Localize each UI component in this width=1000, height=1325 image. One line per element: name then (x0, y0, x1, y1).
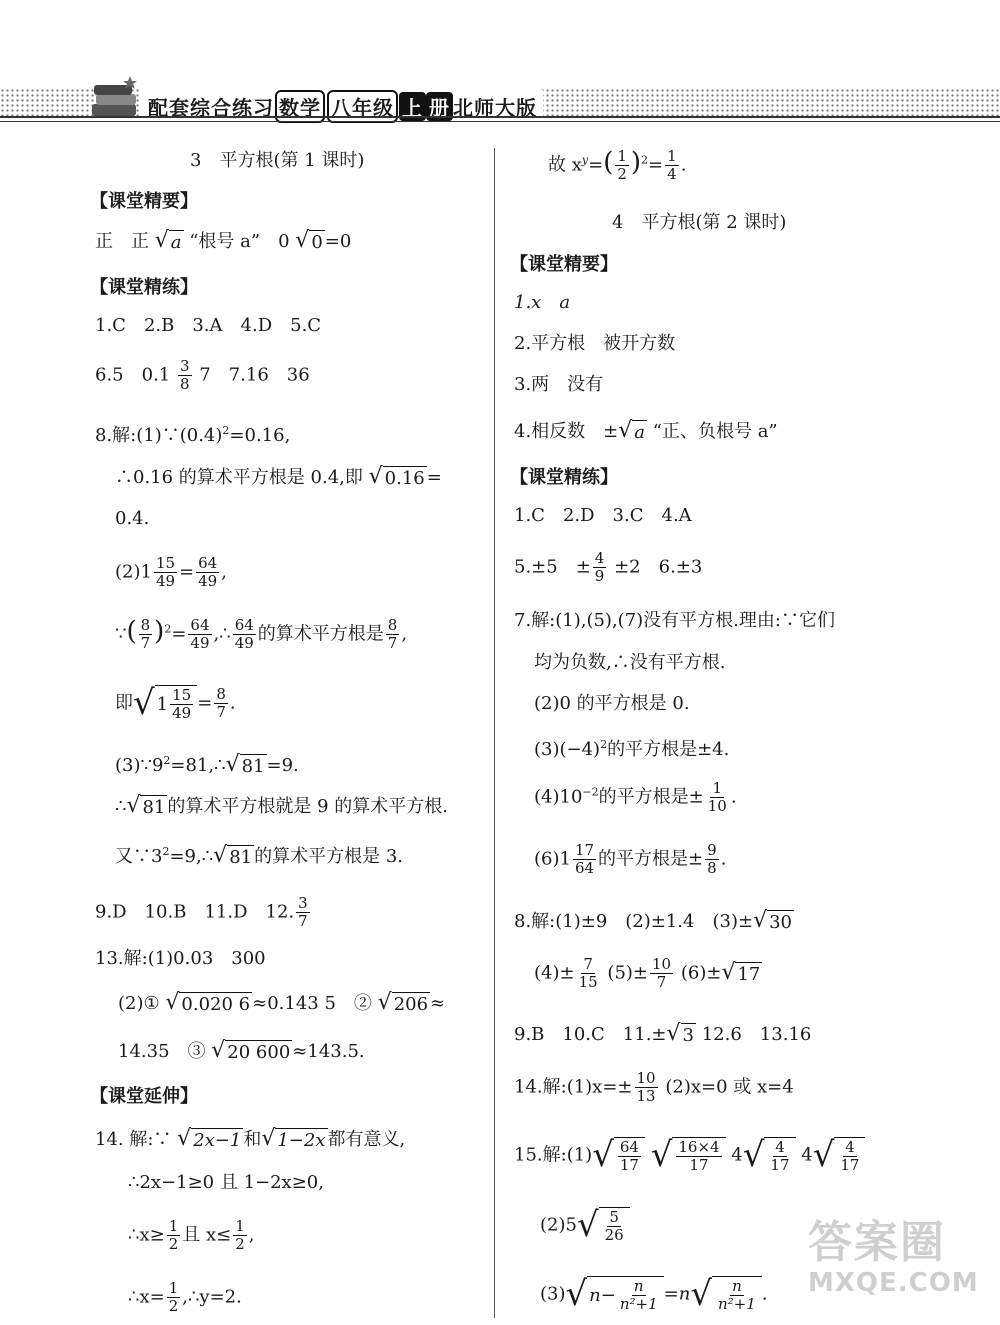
text: 14. 解:∵ (95, 1129, 172, 1150)
radicand: 0 (311, 232, 323, 253)
right-section-jinglian: 【课堂精练】 (510, 467, 618, 488)
fraction (705, 842, 719, 877)
text: 9.D 10.B 11.D 12. (95, 901, 295, 923)
text: ∴ (115, 796, 127, 817)
fraction (167, 1218, 181, 1253)
numerator: 4 (594, 549, 605, 567)
numerator: 1 (168, 1217, 179, 1235)
right-lesson-title: 4 平方根(第 2 课时) (612, 212, 787, 233)
text: 15.解:(1) (514, 1144, 593, 1166)
fraction (618, 1278, 660, 1313)
radicand: 81 (142, 797, 166, 818)
fraction (676, 1139, 721, 1174)
numerator: 1 (667, 147, 677, 165)
numerator: n (633, 1277, 644, 1295)
text: = (426, 467, 442, 488)
left-q14-line3: ∴x≥ $\frac{1}{2}$ 且 x≤ $\frac{1}{2}$ , (128, 1217, 255, 1253)
header-rule (0, 116, 1000, 118)
text: =81,∴ (170, 755, 226, 776)
text: (6)1 (534, 848, 571, 870)
text: (4)± (534, 962, 575, 984)
numerator: 9 (707, 841, 717, 859)
radicand: a (634, 422, 646, 443)
numerator: 1 (712, 779, 723, 797)
header-book: 册 (426, 92, 453, 121)
text: 8.解:(1)±9 (2)±1.4 (3)± (514, 911, 754, 932)
right-q8-line2 (534, 956, 762, 991)
watermark-logo-text: 答案圈 (808, 1217, 946, 1268)
fraction (233, 1218, 247, 1253)
numerator: 4 (845, 1138, 855, 1156)
left-answer-line-a (95, 230, 351, 254)
sqrt: √ 2x−1 (177, 1126, 242, 1151)
sqrt: √ n− $\frac{n}{\text{n²+1}}$ (566, 1276, 664, 1313)
fraction (167, 1280, 181, 1315)
sqrt: √ 17 (721, 959, 761, 985)
text: 12.6 13.16 (701, 1024, 812, 1045)
fraction (768, 1139, 791, 1174)
text: 的平方根是± (598, 848, 704, 870)
numerator: 1 (235, 1217, 245, 1235)
text: 的算术平方根是 (257, 623, 384, 645)
denominator: 2 (168, 1297, 179, 1315)
radicand: 17 (737, 963, 761, 985)
numerator: 3 (298, 894, 308, 912)
fraction (618, 1139, 641, 1174)
right-q7-line2: 均为负数,∴没有平方根. (534, 652, 726, 673)
denominator: 49 (190, 634, 210, 652)
radicand: 30 (769, 912, 792, 933)
sqrt: √ 1 $\frac{15}{49}$ (133, 685, 197, 722)
text: (2)① (118, 993, 160, 1014)
right-q9-13 (514, 1023, 811, 1047)
denominator: 7 (656, 973, 667, 991)
numerator: 8 (216, 685, 226, 703)
denominator: 7 (140, 634, 151, 652)
radicand: 206 (393, 994, 429, 1015)
left-q6-7 (95, 358, 310, 393)
fraction (233, 617, 256, 652)
right-q15-line2 (540, 1207, 630, 1244)
fraction (716, 1278, 758, 1313)
right-line-4 (514, 420, 778, 444)
denominator: 49 (234, 634, 254, 652)
left-q9-12 (95, 895, 312, 930)
numerator: 1 (617, 147, 627, 165)
denominator: 17 (689, 1156, 709, 1174)
right-q1-4: 1.C 2.D 3.C 4.A (514, 505, 692, 526)
fraction (635, 1070, 658, 1105)
text: n− (589, 1284, 616, 1306)
page-header (0, 72, 1000, 128)
left-q8-line2 (115, 466, 442, 490)
denominator: 7 (387, 634, 398, 652)
left-q13-line1: 13.解:(1)0.03 300 (95, 948, 266, 969)
sqrt: √ $\frac{4}{17}$ (813, 1137, 866, 1174)
fraction (296, 895, 310, 930)
radicand: a (170, 232, 182, 253)
text: (2)5 (540, 1214, 577, 1236)
sqrt: √ $\frac{4}{17}$ (743, 1137, 796, 1174)
text: 6.5 0.1 (95, 364, 171, 386)
numerator: 16×4 (678, 1138, 720, 1156)
fraction (577, 956, 600, 991)
numerator: 15 (172, 686, 192, 704)
sqrt-0: √ 0 (295, 228, 323, 253)
left-q8-line1: 8.解$:(1)\because(0.4)^2=0.16$, (95, 424, 291, 446)
text: 的平方根是± (598, 786, 704, 808)
fraction (139, 617, 153, 652)
text: 和 (243, 1129, 262, 1150)
text: 14.35 ③ (118, 1041, 206, 1062)
right-q5-6 (514, 550, 702, 585)
denominator: 13 (636, 1087, 656, 1105)
header-subject: 数学 (275, 90, 325, 123)
numerator: 64 (198, 554, 218, 572)
fraction (838, 1139, 861, 1174)
fraction (386, 617, 400, 652)
sqrt: √ 206 (377, 990, 429, 1015)
fraction (188, 617, 211, 652)
fraction (154, 555, 177, 590)
left-q8-part3-line2 (115, 795, 448, 819)
text: 正 正 (95, 231, 149, 252)
fraction (170, 687, 193, 722)
numerator: 3 (180, 357, 190, 375)
numerator: 1 (168, 1279, 179, 1297)
denominator: 8 (707, 859, 717, 877)
left-q8-part2: (2)1 $\frac{15}{49}$ = $\frac{64}{49}$ , (115, 554, 227, 590)
header-edition: 北师大版 (453, 96, 537, 120)
header-term: 上 (399, 92, 426, 121)
text: “正、负根号 a” (652, 421, 778, 442)
sqrt: √ 81 (225, 752, 265, 777)
denominator: n²+1 (619, 1295, 658, 1313)
denominator: 7 (216, 703, 226, 721)
denominator: 17 (840, 1156, 860, 1174)
sqrt: √ $\frac{5}{26}$ (577, 1207, 630, 1244)
text: (2)1 (115, 561, 152, 583)
fraction (178, 358, 192, 393)
sqrt: √ 30 (753, 908, 792, 933)
text: ∴0.16 的算术平方根是 0.4,即 (115, 467, 363, 488)
sqrt: √ 3 (666, 1021, 694, 1046)
text: 4 (731, 1144, 743, 1166)
header-series: 配套综合练习 (148, 96, 274, 120)
numerator: 8 (140, 616, 151, 634)
sqrt: √ 81 (213, 843, 253, 868)
numerator: 8 (387, 616, 398, 634)
right-q7-line5: $(4)10^{-2}$的平方根是± $\frac{1}{10}$ . (534, 779, 737, 815)
text: 4 (801, 1144, 813, 1166)
radicand: 2x−1 (193, 1130, 242, 1151)
sqrt: √ 0.16 (368, 464, 425, 489)
text: 都有意义, (327, 1129, 406, 1150)
fraction (196, 555, 219, 590)
radicand: 0.16 (384, 468, 425, 489)
header-grade: 八年级 (327, 90, 398, 123)
text: =9,∴ (169, 846, 214, 867)
left-q8-part3: $(3)\because 9^2=81,\therefore$ √ 81 =9. (115, 752, 299, 777)
sqrt: √ 81 (126, 793, 166, 818)
text: (2)x=0 或 x=4 (665, 1076, 794, 1098)
text: ≈ (430, 993, 446, 1014)
numerator: 10 (652, 955, 672, 973)
sqrt: √ $\frac{n}{\text{n²+1}}$ (690, 1276, 761, 1313)
numerator: 7 (583, 955, 593, 973)
text: =n (663, 1283, 691, 1305)
fraction (593, 550, 607, 585)
text: 9.B 10.C 11.± (514, 1024, 667, 1045)
fraction (603, 1209, 626, 1244)
header-dots-right (540, 88, 1000, 116)
text: ∴x= (128, 1286, 165, 1308)
left-q8-part3-line3: 又$\because 3^2=9,\therefore$ √ 81 的算术平方根是 3. (115, 843, 404, 868)
text: 14.解:(1)x=± (514, 1076, 633, 1098)
text: (4)10 (534, 786, 583, 808)
left-lesson-title: 3 平方根(第 1 课时) (190, 150, 365, 171)
text: 故 x (548, 154, 582, 176)
denominator: 49 (172, 704, 192, 722)
numerator: 64 (619, 1138, 639, 1156)
text: =9. (266, 755, 299, 776)
sqrt: √ $\frac{64}{17}$ (592, 1137, 645, 1174)
text: ≈0.143 5 ② (252, 993, 372, 1014)
sqrt: √ a (618, 418, 646, 443)
watermark (808, 1218, 979, 1298)
radicand: 3 (682, 1025, 694, 1046)
fraction (650, 956, 673, 991)
watermark-url: MXQE.COM (808, 1268, 979, 1298)
left-q14-line4 (128, 1280, 242, 1315)
right-q7-line3: (2)0 的平方根是 0. (534, 693, 690, 714)
left-section-yanshen: 【课堂延伸】 (90, 1086, 198, 1107)
denominator: 15 (578, 973, 598, 991)
right-q7-line1: 7.解:(1),(5),(7)没有平方根.理由:∵它们 (514, 610, 835, 631)
sqrt: √ 20 600 (211, 1038, 291, 1063)
denominator: 9 (594, 567, 605, 585)
text: 8.解:(1)∵(0.4) (95, 425, 223, 446)
sqrt: √ 1−2x (261, 1126, 326, 1151)
text: 且 x≤ (182, 1224, 232, 1246)
fraction (615, 148, 629, 183)
text: 又∵3 (115, 846, 163, 867)
text: 的平方根是±4. (607, 739, 730, 760)
right-q15-line1 (514, 1137, 865, 1174)
right-line-2: 2.平方根 被开方数 (514, 333, 676, 354)
text: ≈143.5. (292, 1041, 365, 1062)
radicand: 81 (241, 756, 265, 777)
left-section-jinglian: 【课堂精练】 (90, 277, 198, 298)
sqrt: √ $\frac{16\times 4}{17}$ (651, 1137, 726, 1174)
numerator: 17 (574, 841, 595, 859)
right-line-1: 1.x a (514, 292, 571, 313)
text: 4.相反数 ± (514, 421, 619, 442)
denominator: 17 (770, 1156, 790, 1174)
left-q8-part2-line2: ∵( $\frac{8}{7}$ )$^2$= $\frac{64}{49}$ ,∴ $\frac{64}{49}$ 的算术平方根是 $\frac{8}{7}$ , (115, 616, 408, 652)
left-section-jingyao: 【课堂精要】 (90, 191, 198, 212)
denominator: 64 (574, 859, 595, 877)
numerator: 4 (775, 1138, 785, 1156)
right-q14 (514, 1070, 794, 1105)
column-divider (494, 148, 495, 1318)
sqrt-a: √ a (154, 228, 182, 253)
denominator: 26 (604, 1226, 624, 1244)
radicand: 81 (229, 847, 253, 868)
left-q14-line1 (95, 1128, 405, 1152)
text: 的算术平方根是 3. (254, 846, 404, 867)
text: (3) (540, 1283, 566, 1305)
right-q8-line1 (514, 910, 794, 934)
text: 7 7.16 36 (199, 364, 310, 386)
header-title (142, 90, 543, 123)
right-line-3: 3.两 没有 (514, 374, 604, 395)
left-q13-line2 (118, 992, 445, 1016)
fraction (706, 780, 729, 815)
numerator: n (732, 1277, 742, 1295)
numerator: 64 (190, 616, 210, 634)
text: (5)± (607, 962, 649, 984)
sqrt: √ 0.020 6 (165, 990, 251, 1015)
header-rule-thin (0, 121, 1000, 122)
left-q8-line3: 0.4. (115, 508, 150, 529)
fraction (573, 842, 596, 877)
denominator: 49 (155, 572, 176, 590)
denominator: 2 (168, 1235, 179, 1253)
text: =0.16, (229, 425, 291, 446)
left-q13-line3 (118, 1040, 365, 1064)
left-q1-5: 1.C 2.B 3.A 4.D 5.C (95, 315, 322, 336)
numerator: 64 (234, 616, 254, 634)
text: (6)± (680, 962, 722, 984)
text: ∴x≥ (128, 1224, 165, 1246)
denominator: 17 (619, 1156, 639, 1174)
text: 即 (115, 692, 133, 714)
numerator: 10 (636, 1069, 656, 1087)
text: ±2 6.±3 (614, 556, 703, 578)
denominator: 10 (707, 797, 727, 815)
right-q7-line4: $(3)(-4)^2$的平方根是±4. (534, 738, 730, 760)
right-q15-line3: (3) √ n− $\frac{n}{\text{n²+1}}$ =n √ $\frac{n}{\text{n²+1}}$ . (540, 1274, 768, 1314)
left-q14-line2: ∴2x−1≥0 且 1−2x≥0, (128, 1172, 324, 1193)
numerator: 15 (155, 554, 176, 572)
left-q8-part2-line3: 即 √ 1 $\frac{15}{49}$ = $\frac{8}{7}$ . (115, 683, 236, 723)
denominator: 2 (617, 165, 627, 183)
right-q7-line6: (6)1 $\frac{17}{64}$ 的平方根是± $\frac{9}{8}$ . (534, 841, 727, 877)
radicand: 0.020 6 (181, 994, 251, 1015)
text: (3)(−4) (534, 739, 601, 760)
radicand: 20 600 (227, 1042, 291, 1063)
denominator: 49 (198, 572, 218, 590)
text: “根号 a” 0 (189, 231, 290, 252)
denominator: 8 (180, 375, 190, 393)
numerator: 5 (609, 1208, 619, 1226)
right-q14-conclusion: 故 $x^y=$( $\frac{1}{2}$ )$^2$= $\frac{1}{4}$ . (548, 147, 687, 183)
text: 5.±5 ± (514, 556, 591, 578)
right-section-jingyao: 【课堂精要】 (510, 254, 618, 275)
text: =0 (324, 231, 352, 252)
fraction (665, 148, 679, 183)
fraction (214, 686, 228, 721)
denominator: n²+1 (718, 1295, 756, 1313)
text: ,∴y=2. (182, 1286, 242, 1308)
denominator: 4 (667, 165, 677, 183)
text: 的算术平方根就是 9 的算术平方根. (167, 796, 449, 817)
radicand: 1−2x (277, 1130, 326, 1151)
denominator: 7 (298, 912, 308, 930)
denominator: 2 (235, 1235, 245, 1253)
text: (3)∵9 (115, 755, 164, 776)
